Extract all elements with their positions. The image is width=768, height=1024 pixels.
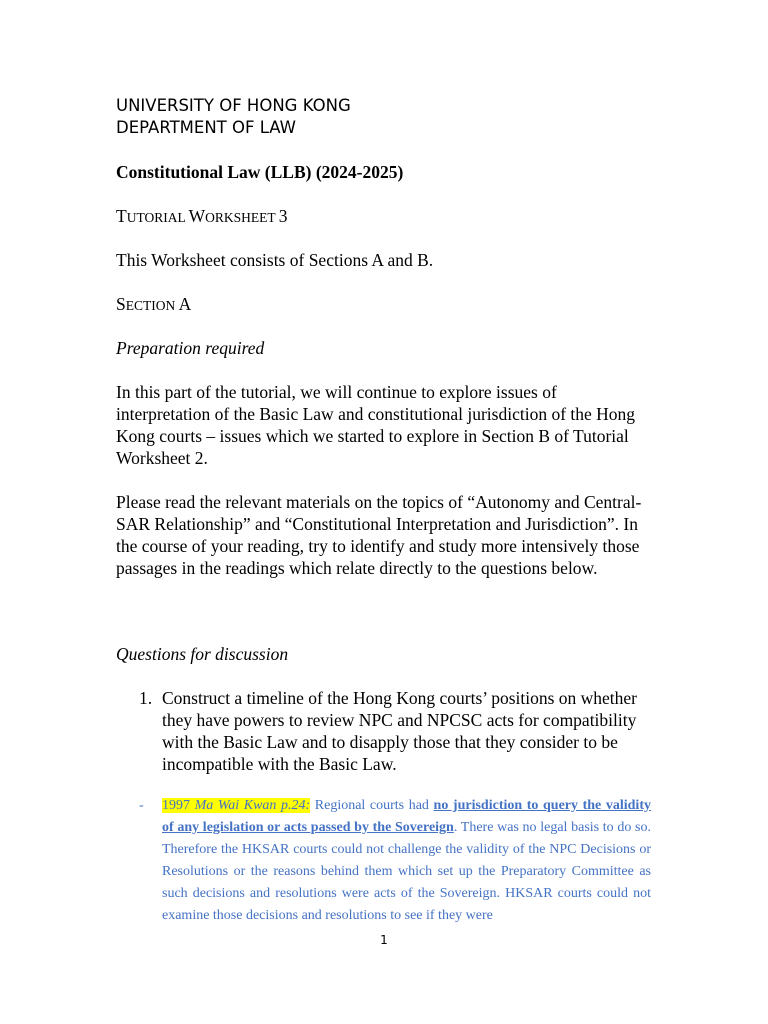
bullet-dash: - xyxy=(139,798,144,813)
section-heading: SECTION A xyxy=(116,294,192,314)
highlighted-citation: 1997 Ma Wai Kwan p.24: xyxy=(162,798,311,813)
question-text: Construct a timeline of the Hong Kong courts’ positions on whether they have powers to review NPC and NPCSC acts for compatibility with the Basic Law and to disapply those that they consider to be incompatible with the Basic Law. xyxy=(162,688,638,774)
department-name: DEPARTMENT OF LAW xyxy=(116,118,296,137)
question-number: 1. xyxy=(139,688,153,708)
answer-note xyxy=(116,795,652,927)
paragraph-2: Please read the relevant materials on the topics of “Autonomy and Central-SAR Relationship” and “Constitutional Interpretation and Jurisdiction”. In the course of your reading, try to identify and study more intensively those passages in the readings which relate directly to the questions below. xyxy=(116,492,642,578)
university-header xyxy=(116,95,652,139)
preparation-heading: Preparation required xyxy=(116,338,265,358)
intro-text: This Worksheet consists of Sections A and B. xyxy=(116,250,434,270)
answer-body: 1997 Ma Wai Kwan p.24: Regional courts had no jurisdiction to query the validity of any legislation or acts passed by the Sovereign. There was no legal basis to do so. Therefore the HKSAR courts could not challenge the validity of the NPC Decisions or Resolutions or the reasons behind them which set up the Preparatory Committee as such decisions and resolutions were acts of the Sovereign. HKSAR courts could not examine those decisions and resolutions to see if they were xyxy=(162,798,651,923)
course-title: Constitutional Law (LLB) (2024-2025) xyxy=(116,162,404,182)
worksheet-title: TUTORIAL WORKSHEET 3 xyxy=(116,206,288,226)
question-1 xyxy=(116,687,652,775)
page-number: 1 xyxy=(380,933,388,947)
university-name: UNIVERSITY OF HONG KONG xyxy=(116,96,351,115)
paragraph-1: In this part of the tutorial, we will continue to explore issues of interpretation of the Basic Law and constitutional jurisdiction of the Hong Kong courts – issues which we started to explore in Section B of Tutorial Worksheet 2. xyxy=(116,382,636,468)
question-list xyxy=(116,687,652,775)
underlined-holding: no jurisdiction to query the validity of any legislation or acts passed by the Sovereign xyxy=(162,798,651,835)
questions-heading: Questions for discussion xyxy=(116,644,289,664)
